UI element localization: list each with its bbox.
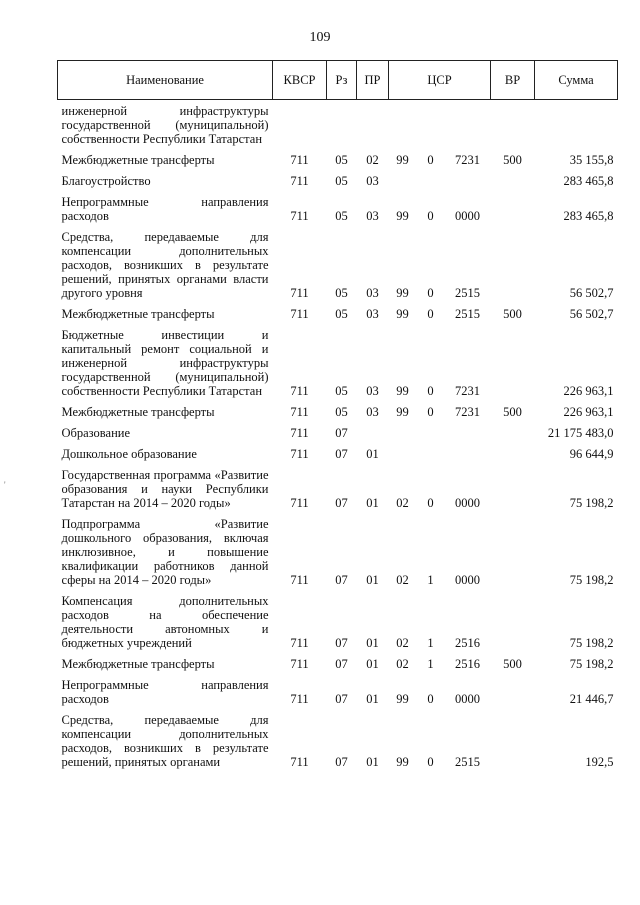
table-row	[58, 422, 618, 443]
row-csr-direction: 2515	[455, 307, 480, 321]
table-row	[58, 513, 618, 590]
row-sum: 192,5	[585, 755, 614, 769]
budget-table-container	[57, 60, 617, 772]
row-csr-subprogram: 0	[427, 496, 434, 510]
row-kvsr: 711	[290, 755, 309, 769]
row-csr-subprogram: 1	[427, 657, 434, 671]
row-csr-subprogram: 0	[427, 755, 434, 769]
row-csr-direction: 0000	[455, 209, 480, 223]
row-csr-program: 99	[396, 286, 409, 300]
row-csr-program: 02	[396, 496, 409, 510]
table-row	[58, 324, 618, 401]
header-kvsr: КВСР	[273, 61, 327, 100]
row-csr-program: 99	[396, 153, 409, 167]
header-rz: Рз	[327, 61, 357, 100]
row-pr: 01	[366, 573, 379, 587]
row-csr-program: 02	[396, 573, 409, 587]
table-row	[58, 590, 618, 653]
row-rz: 05	[335, 405, 348, 419]
row-name: Непрограммные направления расходов	[61, 678, 269, 706]
row-csr-subprogram	[417, 422, 445, 443]
row-vr: 500	[503, 405, 522, 419]
row-csr-subprogram	[417, 170, 445, 191]
table-row	[58, 191, 618, 226]
row-csr-program: 99	[396, 405, 409, 419]
row-vr: 500	[503, 657, 522, 671]
row-pr: 01	[366, 496, 379, 510]
row-rz: 05	[335, 307, 348, 321]
row-name: Непрограммные направления расходов	[61, 195, 269, 223]
row-csr-direction: 2515	[455, 286, 480, 300]
row-rz: 07	[335, 692, 348, 706]
row-rz: 05	[335, 209, 348, 223]
row-name: Средства, передаваемые для компенсации дополнительных расходов, возникших в результате решений, принятых органами	[61, 713, 269, 769]
row-rz: 07	[335, 657, 348, 671]
header-vr: ВР	[491, 61, 535, 100]
row-rz	[327, 100, 357, 150]
row-pr	[357, 100, 389, 150]
row-csr-subprogram: 1	[427, 573, 434, 587]
row-sum: 226 963,1	[563, 384, 614, 398]
row-rz: 05	[335, 384, 348, 398]
row-kvsr: 711	[290, 174, 309, 188]
row-csr-subprogram: 0	[427, 286, 434, 300]
row-csr-subprogram: 0	[427, 405, 434, 419]
row-vr	[491, 709, 535, 772]
row-pr: 03	[366, 209, 379, 223]
row-sum: 21 175 483,0	[547, 426, 614, 440]
row-csr-direction	[445, 443, 491, 464]
row-name: Образование	[61, 426, 131, 440]
row-rz: 05	[335, 174, 348, 188]
row-csr-subprogram: 1	[427, 636, 434, 650]
row-sum: 21 446,7	[569, 692, 614, 706]
table-row	[58, 443, 618, 464]
row-csr-direction: 2516	[455, 636, 480, 650]
table-row	[58, 464, 618, 513]
header-pr: ПР	[357, 61, 389, 100]
row-kvsr: 711	[290, 636, 309, 650]
row-pr: 01	[366, 447, 379, 461]
table-row	[58, 149, 618, 170]
table-row	[58, 100, 618, 150]
row-csr-program: 99	[396, 755, 409, 769]
table-row	[58, 709, 618, 772]
row-sum: 75 198,2	[569, 657, 614, 671]
row-pr	[357, 422, 389, 443]
row-name: Дошкольное образование	[61, 447, 197, 461]
row-vr	[491, 226, 535, 303]
row-pr: 03	[366, 286, 379, 300]
row-csr-direction	[445, 422, 491, 443]
table-row	[58, 226, 618, 303]
row-pr: 03	[366, 405, 379, 419]
row-rz: 07	[335, 426, 348, 440]
row-kvsr: 711	[290, 209, 309, 223]
row-sum: 75 198,2	[569, 496, 614, 510]
row-name: Благоустройство	[61, 174, 151, 188]
row-vr	[491, 324, 535, 401]
row-kvsr: 711	[290, 405, 309, 419]
row-vr: 500	[503, 153, 522, 167]
row-rz: 05	[335, 286, 348, 300]
row-csr-subprogram: 0	[427, 384, 434, 398]
row-csr-program	[389, 170, 417, 191]
row-sum: 226 963,1	[563, 405, 614, 419]
table-row	[58, 170, 618, 191]
row-name: Межбюджетные трансферты	[61, 153, 215, 167]
row-kvsr: 711	[290, 426, 309, 440]
row-sum: 96 644,9	[569, 447, 614, 461]
row-csr-direction: 7231	[455, 405, 480, 419]
page-number: 109	[309, 30, 331, 45]
row-sum: 283 465,8	[563, 209, 614, 223]
row-sum: 56 502,7	[569, 286, 614, 300]
row-rz: 07	[335, 496, 348, 510]
row-csr-direction: 0000	[455, 496, 480, 510]
row-csr-direction	[445, 170, 491, 191]
row-name: Бюджетные инвестиции и капитальный ремонт социальной и инженерной инфраструктуры государственной (муниципальной) собственности Республики Татарстан	[61, 328, 269, 398]
row-sum: 35 155,8	[569, 153, 614, 167]
row-kvsr: 711	[290, 573, 309, 587]
row-csr-subprogram: 0	[427, 692, 434, 706]
row-rz: 05	[335, 153, 348, 167]
row-vr	[491, 674, 535, 709]
row-kvsr: 711	[290, 153, 309, 167]
budget-table	[57, 60, 618, 772]
row-kvsr: 711	[290, 307, 309, 321]
row-kvsr: 711	[290, 447, 309, 461]
row-vr	[491, 443, 535, 464]
row-name: Межбюджетные трансферты	[61, 657, 215, 671]
table-header	[58, 61, 618, 100]
row-csr-direction: 0000	[455, 692, 480, 706]
row-rz: 07	[335, 755, 348, 769]
row-pr: 03	[366, 384, 379, 398]
row-csr-subprogram: 0	[427, 209, 434, 223]
row-sum: 75 198,2	[569, 636, 614, 650]
row-kvsr: 711	[290, 286, 309, 300]
row-kvsr: 711	[290, 384, 309, 398]
table-row	[58, 303, 618, 324]
row-csr-program	[389, 422, 417, 443]
row-csr-subprogram: 0	[427, 307, 434, 321]
row-name: Государственная программа «Развитие образования и науки Республики Татарстан на 2014 – 2020 годы»	[61, 468, 269, 510]
row-csr-direction: 0000	[455, 573, 480, 587]
row-csr-subprogram: 0	[427, 153, 434, 167]
row-vr	[491, 191, 535, 226]
row-csr-direction: 7231	[455, 384, 480, 398]
row-rz: 07	[335, 636, 348, 650]
row-vr: 500	[503, 307, 522, 321]
row-name: Подпрограмма «Развитие дошкольного образования, включая инклюзивное, и повышение квалификации работников данной сферы на 2014 – 2020 годы»	[61, 517, 269, 587]
table-row	[58, 674, 618, 709]
row-sum: 283 465,8	[563, 174, 614, 188]
row-pr: 03	[366, 307, 379, 321]
row-kvsr	[273, 100, 327, 150]
row-csr-program: 02	[396, 657, 409, 671]
table-row	[58, 401, 618, 422]
row-name: Средства, передаваемые для компенсации дополнительных расходов, возникших в результате решений, принятых органами власти другого уровня	[61, 230, 269, 300]
row-name: Межбюджетные трансферты	[61, 405, 215, 419]
row-pr: 02	[366, 153, 379, 167]
row-sum: 75 198,2	[569, 573, 614, 587]
row-csr-program: 99	[396, 692, 409, 706]
row-kvsr: 711	[290, 657, 309, 671]
row-sum	[535, 100, 618, 150]
row-csr-program	[389, 100, 417, 150]
row-vr	[491, 464, 535, 513]
scan-mark: '	[4, 480, 6, 490]
row-pr: 01	[366, 692, 379, 706]
row-rz: 07	[335, 447, 348, 461]
row-csr-program: 99	[396, 209, 409, 223]
row-name: Межбюджетные трансферты	[61, 307, 215, 321]
row-pr: 03	[366, 174, 379, 188]
row-vr	[491, 422, 535, 443]
row-vr	[491, 170, 535, 191]
row-csr-program: 99	[396, 384, 409, 398]
row-csr-direction: 2515	[455, 755, 480, 769]
row-pr: 01	[366, 657, 379, 671]
row-rz: 07	[335, 573, 348, 587]
header-csr: ЦСР	[389, 61, 491, 100]
row-kvsr: 711	[290, 496, 309, 510]
row-csr-program: 02	[396, 636, 409, 650]
row-csr-program	[389, 443, 417, 464]
row-name: инженерной инфраструктуры государственной (муниципальной) собственности Республики Татарстан	[61, 104, 269, 146]
row-csr-direction: 2516	[455, 657, 480, 671]
row-vr	[491, 513, 535, 590]
row-csr-subprogram	[417, 443, 445, 464]
row-csr-direction	[445, 100, 491, 150]
row-kvsr: 711	[290, 692, 309, 706]
row-pr: 01	[366, 636, 379, 650]
header-sum: Сумма	[535, 61, 618, 100]
row-csr-direction: 7231	[455, 153, 480, 167]
row-csr-subprogram	[417, 100, 445, 150]
header-name: Наименование	[58, 61, 273, 100]
table-body	[58, 100, 618, 773]
table-row	[58, 653, 618, 674]
row-pr: 01	[366, 755, 379, 769]
row-vr	[491, 590, 535, 653]
row-name: Компенсация дополнительных расходов на обеспечение деятельности автономных и бюджетных учреждений	[61, 594, 269, 650]
row-vr	[491, 100, 535, 150]
row-csr-program: 99	[396, 307, 409, 321]
row-sum: 56 502,7	[569, 307, 614, 321]
